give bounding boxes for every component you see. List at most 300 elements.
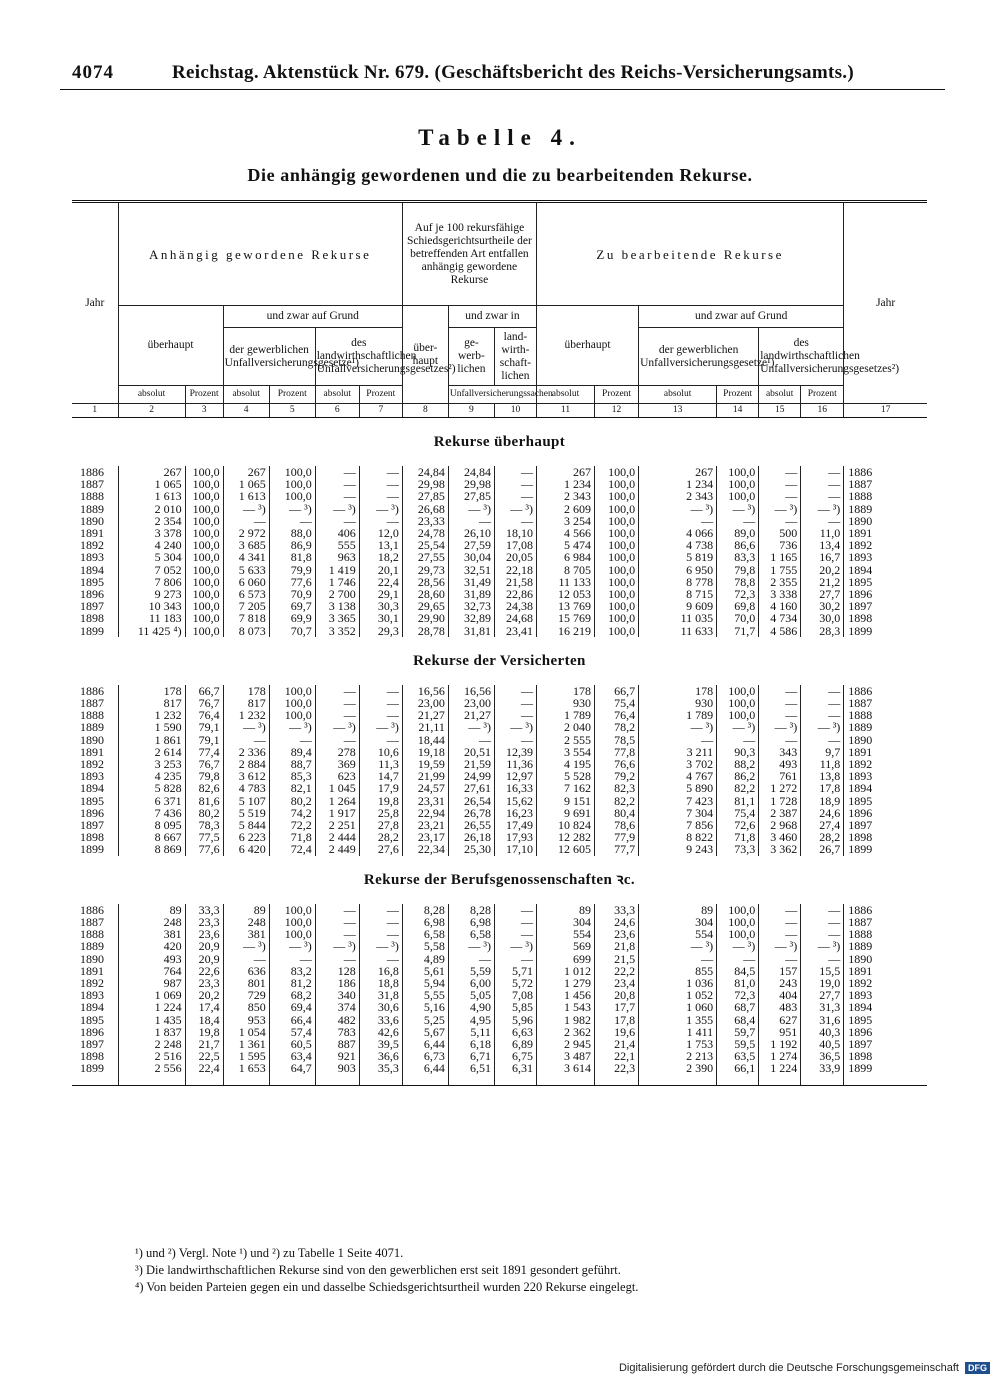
year-cell: 1888 [844,709,927,721]
data-cell: 6,58 [448,928,494,940]
data-cell: 82,3 [595,782,639,794]
data-cell: 74,2 [269,807,315,819]
data-cell: 26,18 [448,831,494,843]
data-cell: 78,2 [595,721,639,733]
empty-cell [269,1075,315,1086]
data-cell: 3 138 [315,600,359,612]
data-cell: 500 [759,527,801,539]
col-head-absolut: absolut [118,386,185,404]
data-cell: 6,71 [448,1050,494,1062]
data-cell: 2 336 [223,746,269,758]
data-cell: 8,28 [402,904,448,916]
data-cell: 16,33 [494,782,536,794]
data-cell: 100,0 [185,515,223,527]
year-cell: 1899 [80,1061,104,1076]
data-cell: — [223,734,269,746]
data-cell: 1 060 [639,1001,717,1013]
data-cell: 304 [639,916,717,928]
year-cell: 1886 [844,904,927,916]
col-head-zu-bearbeiten: Zu bearbeitende Rekurse [536,202,843,306]
year-cell: 1899 [844,625,927,637]
running-header [60,58,945,90]
data-cell: 267 [536,466,594,478]
year-cell: 1886 [80,465,104,479]
data-cell: 89 [639,904,717,916]
data-cell: 100,0 [717,685,759,697]
year-cell: 1897 [844,1038,927,1050]
data-cell: 76,6 [595,758,639,770]
data-cell: 57,4 [269,1026,315,1038]
data-cell: 100,0 [595,490,639,502]
data-cell: 11,8 [801,758,844,770]
data-cell: 100,0 [185,503,223,515]
data-cell: — ³) [269,503,315,515]
data-cell: 76,4 [595,709,639,721]
data-cell: — [801,928,844,940]
data-cell: 1 590 [118,721,185,733]
year-cell: 1890 [80,513,104,528]
data-cell: 100,0 [269,904,315,916]
year-cell: 1888 [80,927,104,942]
data-cell: 2 444 [315,831,359,843]
header-rule [60,89,945,90]
col-head-auf-grund-1: und zwar auf Grund [223,306,402,328]
data-cell: 6 420 [223,843,269,855]
data-cell: 128 [315,965,359,977]
year-cell: 1895 [80,574,104,589]
data-cell: — [759,490,801,502]
data-cell: 12 282 [536,831,594,843]
page-number: 4074 [72,62,114,83]
empty-cell [595,1075,639,1086]
data-cell: 21,27 [448,709,494,721]
data-cell: 19,8 [359,795,402,807]
data-cell: 100,0 [717,916,759,928]
data-cell: 30,2 [801,600,844,612]
data-cell: 5 528 [536,770,594,782]
year-cell: 1889 [80,720,104,735]
data-cell: — [801,916,844,928]
data-cell: 70,0 [717,612,759,624]
data-cell: 2 945 [536,1038,594,1050]
data-cell: 21,4 [595,1038,639,1050]
data-cell: — ³) [717,503,759,515]
data-cell: — [759,928,801,940]
data-cell: 12 053 [536,588,594,600]
data-cell: 267 [639,466,717,478]
data-cell: — [801,685,844,697]
data-cell: 24,38 [494,600,536,612]
data-cell: 33,3 [595,904,639,916]
empty-cell [717,1075,759,1086]
data-cell: 5,16 [402,1001,448,1013]
data-cell: 27,6 [359,843,402,855]
col-head-landwirth: land- wirth- schaft- lichen [494,328,536,386]
data-cell: 7,08 [494,989,536,1001]
data-cell: 1 224 [759,1062,801,1074]
section-heading-row [72,637,927,685]
data-cell: 88,0 [269,527,315,539]
data-cell: 2 390 [639,1062,717,1074]
table-row [72,551,927,563]
data-cell: 27,85 [448,490,494,502]
data-cell: 64,7 [269,1062,315,1074]
data-cell: 3 460 [759,831,801,843]
data-cell: 12 605 [536,843,594,855]
data-cell: 18,44 [402,734,448,746]
column-number: 7 [359,404,402,418]
data-cell: 66,4 [269,1014,315,1026]
data-cell: 31,6 [801,1014,844,1026]
year-cell: 1892 [80,757,104,772]
data-cell: 80,2 [269,795,315,807]
data-cell: 248 [118,916,185,928]
data-cell: 86,9 [269,539,315,551]
year-cell: 1899 [80,842,104,857]
data-cell: 23,3 [185,916,223,928]
data-cell: 243 [759,977,801,989]
data-cell: — [448,734,494,746]
data-cell: 70,9 [269,588,315,600]
table-row [72,564,927,576]
data-cell: 381 [118,928,185,940]
data-cell: — [359,928,402,940]
data-cell: 1 012 [536,965,594,977]
data-cell: 40,5 [801,1038,844,1050]
data-cell: 6,73 [402,1050,448,1062]
data-cell: 1 861 [118,734,185,746]
data-cell: 9 151 [536,795,594,807]
data-cell: 13,4 [801,539,844,551]
year-cell: 1892 [844,758,927,770]
data-cell: 12,97 [494,770,536,782]
year-cell: 1888 [844,490,927,502]
column-number: 13 [639,404,717,418]
year-cell: 1892 [80,538,104,553]
data-cell: 27,4 [801,819,844,831]
data-cell: 100,0 [185,478,223,490]
data-cell: 5,72 [494,977,536,989]
data-cell: 4 566 [536,527,594,539]
data-cell: 90,3 [717,746,759,758]
data-cell: 75,4 [717,807,759,819]
data-cell: — [717,734,759,746]
data-cell: — [759,697,801,709]
data-cell: 4 240 [118,539,185,551]
data-cell: 25,54 [402,539,448,551]
data-cell: 5 519 [223,807,269,819]
data-cell: 20,8 [595,989,639,1001]
data-cell: 554 [639,928,717,940]
data-cell: 406 [315,527,359,539]
table-body [72,418,927,1086]
data-cell: 85,3 [269,770,315,782]
data-cell: 13 769 [536,600,594,612]
data-cell: 15 769 [536,612,594,624]
data-cell: 39,5 [359,1038,402,1050]
data-cell: 32,89 [448,612,494,624]
data-cell: 72,3 [717,989,759,1001]
empty-cell [359,1075,402,1086]
col-head-gewerblichen: ge- werb- lichen [448,328,494,386]
data-cell: 855 [639,965,717,977]
data-cell: 5,58 [402,940,448,952]
data-cell: — [759,904,801,916]
data-cell: 11 035 [639,612,717,624]
data-cell: 100,0 [269,916,315,928]
data-cell: 817 [118,697,185,709]
data-cell: 100,0 [185,490,223,502]
data-cell: 23,3 [185,977,223,989]
data-cell: 20,9 [185,953,223,965]
data-cell: 2 343 [536,490,594,502]
column-number: 16 [801,404,844,418]
data-cell: — ³) [359,940,402,952]
data-cell: 77,6 [185,843,223,855]
data-cell: 76,7 [185,758,223,770]
data-cell: 817 [223,697,269,709]
empty-cell [448,1075,494,1086]
data-cell: — [494,916,536,928]
data-cell: 24,99 [448,770,494,782]
table-bottom-rule [72,1075,927,1086]
data-cell: 89,0 [717,527,759,539]
data-cell: — ³) [494,940,536,952]
section-title: Rekurse überhaupt [433,433,566,450]
data-cell: 11 425 ⁴) [118,625,185,637]
data-cell: — ³) [494,721,536,733]
data-cell: 12,0 [359,527,402,539]
data-cell: 100,0 [595,612,639,624]
data-cell: 1 595 [223,1050,269,1062]
data-cell: 27,59 [448,539,494,551]
data-cell: 100,0 [595,515,639,527]
data-cell: 3 338 [759,588,801,600]
data-cell: 7 162 [536,782,594,794]
data-cell: 21,27 [402,709,448,721]
data-cell: 6,44 [402,1062,448,1074]
data-cell: — [801,466,844,478]
data-cell: 2 884 [223,758,269,770]
data-cell: 29,3 [359,625,402,637]
data-cell: — [801,490,844,502]
section-title: Rekurse der Versicherten [413,652,586,669]
data-cell: — [448,515,494,527]
data-cell: — [315,904,359,916]
data-cell: 9 243 [639,843,717,855]
data-cell: — ³) [717,940,759,952]
data-cell: 248 [223,916,269,928]
data-cell: 23,6 [595,928,639,940]
year-cell: 1898 [80,1049,104,1064]
data-cell: 100,0 [269,685,315,697]
data-cell: 100,0 [717,478,759,490]
data-cell: 69,8 [717,600,759,612]
data-cell: 1 456 [536,989,594,1001]
year-cell: 1887 [80,914,104,929]
col-head-absolut: absolut [759,386,801,404]
data-cell: 59,5 [717,1038,759,1050]
column-number: 8 [402,404,448,418]
data-cell: 21,7 [185,1038,223,1050]
col-head-prozent: Prozent [717,386,759,404]
data-cell: 3 685 [223,539,269,551]
empty-cell [185,1075,223,1086]
data-cell: — [359,916,402,928]
data-cell: — [315,709,359,721]
year-cell: 1889 [80,501,104,516]
data-cell: — ³) [639,503,717,515]
data-cell: 5 474 [536,539,594,551]
data-cell: 1 192 [759,1038,801,1050]
year-cell: 1896 [80,805,104,820]
footnote-3: ³) Die landwirthschaftlichen Rekurse sind von den gewerblichen erst seit 1891 gesondert geführt. [135,1263,621,1277]
year-cell: 1891 [80,526,104,541]
data-cell: 23,00 [402,697,448,709]
data-cell: 23,41 [494,625,536,637]
col-head-prozent: Prozent [801,386,844,404]
data-cell: 82,2 [717,782,759,794]
data-cell: 157 [759,965,801,977]
data-cell: 26,54 [448,795,494,807]
data-cell: 20,51 [448,746,494,758]
data-cell: 100,0 [185,625,223,637]
year-cell: 1899 [844,843,927,855]
column-number: 10 [494,404,536,418]
data-cell: 4,90 [448,1001,494,1013]
data-cell: — ³) [801,940,844,952]
data-cell: 1 746 [315,576,359,588]
data-cell: 6,00 [448,977,494,989]
data-cell: 3 362 [759,843,801,855]
col-head-gewerbl-2: der gewerblichen Unfallversicherungsgesetze¹) [639,328,759,386]
data-cell: 23,17 [402,831,448,843]
table-row [72,953,927,965]
data-cell: — [639,953,717,965]
data-cell: 3 487 [536,1050,594,1062]
data-cell: 100,0 [717,709,759,721]
data-cell: 23,33 [402,515,448,527]
running-title: Reichstag. Aktenstück Nr. 679. (Geschäftsbericht des Reichs-Versicherungsamts.) [172,62,854,83]
data-cell: 88,7 [269,758,315,770]
data-cell: 16,7 [801,551,844,563]
data-cell: 5,85 [494,1001,536,1013]
data-cell: — [269,734,315,746]
data-cell: 100,0 [269,490,315,502]
table-row [72,843,927,855]
data-cell: 17,08 [494,539,536,551]
data-cell: 24,57 [402,782,448,794]
data-cell: 18,8 [359,977,402,989]
data-cell: 100,0 [269,709,315,721]
data-cell: 21,5 [595,953,639,965]
data-cell: 21,99 [402,770,448,782]
data-cell: 22,1 [595,1050,639,1062]
data-cell: 20,05 [494,551,536,563]
year-cell: 1897 [844,819,927,831]
data-cell: — [359,478,402,490]
data-cell: 4 783 [223,782,269,794]
data-cell: 22,2 [595,965,639,977]
data-cell: 627 [759,1014,801,1026]
col-head-jahr: Jahr [72,202,118,404]
data-cell: 18,9 [801,795,844,807]
data-cell: 40,3 [801,1026,844,1038]
data-cell: 100,0 [595,625,639,637]
data-cell: 30,3 [359,600,402,612]
data-cell: 8 095 [118,819,185,831]
data-cell: 100,0 [185,539,223,551]
data-cell: 2 449 [315,843,359,855]
table-row [72,1001,927,1013]
data-cell: 3 612 [223,770,269,782]
data-cell: 82,2 [595,795,639,807]
data-cell: — ³) [639,721,717,733]
data-cell: 59,7 [717,1026,759,1038]
data-cell: 304 [536,916,594,928]
data-cell: 17,7 [595,1001,639,1013]
data-cell: 89 [536,904,594,916]
data-cell: 83,3 [717,551,759,563]
data-cell: 11,3 [359,758,402,770]
data-cell: 343 [759,746,801,758]
data-cell: 930 [639,697,717,709]
year-cell: 1895 [844,1014,927,1026]
data-cell: 404 [759,989,801,1001]
data-cell: — [494,685,536,697]
data-cell: — [359,685,402,697]
data-cell: 68,7 [717,1001,759,1013]
data-cell: 5 890 [639,782,717,794]
data-cell: 78,8 [717,576,759,588]
year-cell: 1896 [80,1024,104,1039]
data-cell: 15,5 [801,965,844,977]
year-cell: 1894 [844,782,927,794]
data-cell: 77,8 [595,746,639,758]
data-cell: 72,3 [717,588,759,600]
col-head-landw-1: des landwirthschaftlichen Unfallversicherungsgesetzes²) [315,328,402,386]
col-head-unfallsachen: Unfallversicherungssachen [448,386,536,404]
data-cell: 36,6 [359,1050,402,1062]
data-cell: — [448,953,494,965]
data-cell: 493 [759,758,801,770]
data-cell: 178 [639,685,717,697]
data-cell: 77,9 [595,831,639,843]
data-cell: 636 [223,965,269,977]
data-cell: 11 633 [639,625,717,637]
data-cell: — [359,734,402,746]
data-cell: 3 554 [536,746,594,758]
data-cell: 2 387 [759,807,801,819]
data-cell: — ³) [223,940,269,952]
year-cell: 1898 [80,611,104,626]
data-cell: 5,25 [402,1014,448,1026]
data-cell: 71,7 [717,625,759,637]
year-cell: 1890 [844,953,927,965]
data-cell: — ³) [494,503,536,515]
data-cell: 736 [759,539,801,551]
data-cell: 21,59 [448,758,494,770]
table-row [72,940,927,952]
data-cell: 3 614 [536,1062,594,1074]
year-cell: 1886 [80,902,104,917]
data-cell: 66,7 [595,685,639,697]
data-cell: 23,00 [448,697,494,709]
data-cell: 186 [315,977,359,989]
section-heading-row [72,418,927,467]
data-cell: 30,1 [359,612,402,624]
data-cell: 63,5 [717,1050,759,1062]
